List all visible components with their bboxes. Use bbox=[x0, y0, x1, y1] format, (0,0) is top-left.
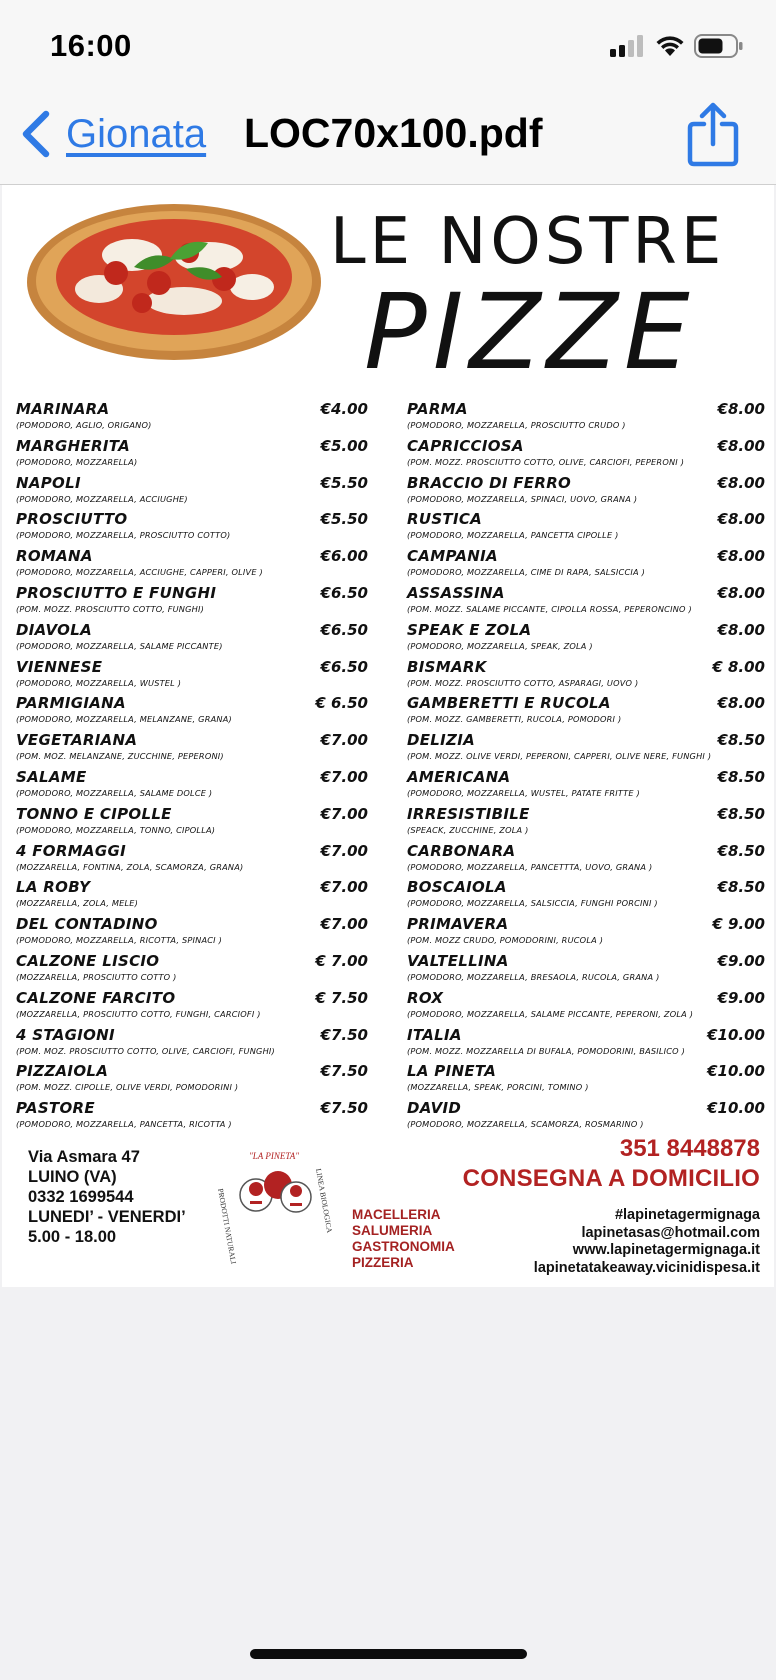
pizza-ingredients: (POM. MOZZ. PROSCIUTTO COTTO, ASPARAGI, UOVO ) bbox=[407, 677, 639, 688]
pizza-ingredients: (POMODORO, MOZZARELLA, WUSTEL ) bbox=[16, 677, 182, 688]
delivery-banner: CONSEGNA A DOMICILIO bbox=[462, 1165, 760, 1192]
share-icon bbox=[686, 100, 740, 168]
menu-item bbox=[407, 915, 765, 952]
pizza-ingredients: (POMODORO, MOZZARELLA, SCAMORZA, ROSMARINO ) bbox=[407, 1119, 644, 1130]
pizza-name: DEL CONTADINO bbox=[16, 915, 158, 934]
menu-item bbox=[16, 584, 368, 621]
opening-hours: 5.00 - 18.00 bbox=[28, 1228, 117, 1246]
menu-item bbox=[407, 805, 765, 842]
pizza-name: DAVID bbox=[407, 1099, 462, 1118]
pizza-name: PRIMAVERA bbox=[407, 915, 509, 934]
pizza-price: €4.00 bbox=[320, 400, 368, 418]
pizza-ingredients: (POMODORO, MOZZARELLA, MELANZANE, GRANA) bbox=[16, 714, 232, 725]
pizza-name: ASSASSINA bbox=[407, 583, 505, 602]
pizza-price: €7.00 bbox=[320, 841, 368, 860]
pizza-ingredients: (POMODORO, MOZZARELLA, PANCETTTA, UOVO, GRANA ) bbox=[407, 861, 653, 872]
menu-item bbox=[16, 510, 368, 547]
menu-item bbox=[16, 952, 368, 989]
menu-item bbox=[407, 768, 765, 805]
menu-item bbox=[16, 842, 368, 879]
menu-item bbox=[407, 878, 765, 915]
pdf-page bbox=[2, 185, 774, 1287]
pizza-price: €5.50 bbox=[320, 473, 368, 492]
pizza-ingredients: (MOZZARELLA, FONTINA, ZOLA, SCAMORZA, GRANA) bbox=[16, 861, 244, 872]
pizza-name: VIENNESE bbox=[16, 657, 103, 676]
hashtag: #lapinetagermignaga bbox=[614, 1207, 760, 1223]
pizza-price: €8.50 bbox=[717, 767, 765, 786]
pizza-name: RUSTICA bbox=[407, 510, 483, 529]
pizza-ingredients: (POMODORO, MOZZARELLA, SPEAK, ZOLA ) bbox=[407, 640, 593, 651]
pizza-ingredients: (POMODORO, MOZZARELLA, SALAME PICCANTE) bbox=[16, 640, 223, 651]
pizza-price: €7.00 bbox=[320, 804, 368, 823]
pizza-ingredients: (POMODORO, MOZZARELLA, CIME DI RAPA, SALSICCIA ) bbox=[407, 567, 645, 578]
shop-line: MACELLERIA bbox=[352, 1207, 441, 1222]
shop-categories bbox=[352, 1207, 455, 1271]
pizza-name: DELIZIA bbox=[407, 731, 476, 750]
opening-days: LUNEDI’ - VENERDI’ bbox=[28, 1208, 186, 1226]
pizza-name: MARGHERITA bbox=[16, 436, 131, 455]
navigation-bar bbox=[0, 96, 776, 185]
pizza-name: CARBONARA bbox=[407, 841, 516, 860]
pizza-name: BRACCIO DI FERRO bbox=[407, 473, 572, 492]
menu-item bbox=[407, 1062, 765, 1099]
pizza-ingredients: (POMODORO, MOZZARELLA, PANCETTA CIPOLLE ) bbox=[407, 530, 619, 541]
status-time: 16:00 bbox=[50, 28, 132, 63]
pizza-price: €8.50 bbox=[717, 804, 765, 823]
pizza-ingredients: (POM. MOZZ. MOZZARELLA DI BUFALA, POMODORINI, BASILICO ) bbox=[407, 1045, 686, 1056]
menu-title-bottom: PIZZE bbox=[364, 271, 696, 393]
pizza-price: €8.00 bbox=[717, 620, 765, 639]
menu-item bbox=[407, 437, 765, 474]
pizza-price: € 7.00 bbox=[315, 951, 368, 970]
menu-item bbox=[407, 731, 765, 768]
menu-item bbox=[407, 547, 765, 584]
logo-text-top: "LA PINETA" bbox=[249, 1151, 299, 1161]
pizza-price: €7.00 bbox=[320, 731, 368, 750]
menu-item bbox=[16, 621, 368, 658]
pizza-price: €7.00 bbox=[320, 915, 368, 934]
pizza-price: €7.50 bbox=[320, 1025, 368, 1044]
pizza-price: €9.00 bbox=[717, 951, 765, 970]
pizza-price: €8.50 bbox=[717, 878, 765, 897]
menu-item bbox=[16, 989, 368, 1026]
menu-column-left bbox=[16, 400, 368, 1136]
pizza-ingredients: (POM. MOZZ. PROSCIUTTO COTTO, OLIVE, CARCIOFI, PEPERONI ) bbox=[407, 456, 685, 467]
pizza-name: ITALIA bbox=[407, 1025, 462, 1044]
pizza-price: €8.00 bbox=[717, 473, 765, 492]
menu-item bbox=[16, 400, 368, 437]
mobile-phone: 351 8448878 bbox=[619, 1135, 760, 1162]
pizza-price: €8.50 bbox=[717, 731, 765, 750]
menu-item bbox=[16, 694, 368, 731]
store-address bbox=[28, 1147, 186, 1247]
pizza-name: ROMANA bbox=[16, 547, 93, 566]
pizza-price: €8.00 bbox=[717, 694, 765, 713]
menu-item bbox=[16, 805, 368, 842]
la-pineta-logo bbox=[212, 1145, 335, 1265]
pizza-name: CALZONE FARCITO bbox=[16, 988, 176, 1007]
menu-item bbox=[407, 1026, 765, 1063]
pizza-ingredients: (POMODORO, MOZZARELLA) bbox=[16, 456, 138, 467]
pizza-price: €7.00 bbox=[320, 767, 368, 786]
pizza-name: PROSCIUTTO bbox=[16, 510, 128, 529]
pizza-price: €6.50 bbox=[320, 583, 368, 602]
pizza-ingredients: (MOZZARELLA, PROSCIUTTO COTTO ) bbox=[16, 971, 177, 982]
document-title: LOC70x100.pdf bbox=[244, 110, 543, 156]
pizza-name: NAPOLI bbox=[16, 473, 81, 492]
menu-item bbox=[407, 952, 765, 989]
pizza-name: BOSCAIOLA bbox=[407, 878, 507, 897]
pizza-name: AMERICANA bbox=[407, 767, 511, 786]
menu-column-right bbox=[407, 400, 765, 1136]
pizza-ingredients: (POM. MOZZ CRUDO, POMODORINI, RUCOLA ) bbox=[407, 935, 604, 946]
contacts bbox=[534, 1207, 760, 1277]
landline-phone: 0332 1699544 bbox=[28, 1188, 134, 1206]
pizza-ingredients: (POM. MOZZ. SALAME PICCANTE, CIPOLLA ROSSA, PEPERONCINO ) bbox=[407, 603, 692, 614]
pizza-name: GAMBERETTI E RUCOLA bbox=[407, 694, 611, 713]
battery-icon bbox=[694, 34, 744, 58]
menu-item bbox=[407, 694, 765, 731]
pizza-ingredients: (POMODORO, MOZZARELLA, PROSCIUTTO CRUDO ) bbox=[407, 420, 626, 430]
pizza-price: €10.00 bbox=[707, 1099, 765, 1118]
address-city: LUINO (VA) bbox=[28, 1168, 117, 1186]
pizza-name: ROX bbox=[407, 988, 444, 1007]
pizza-price: €6.50 bbox=[320, 620, 368, 639]
menu-item bbox=[407, 1099, 765, 1136]
pizza-price: € 9.00 bbox=[712, 915, 765, 934]
pizza-ingredients: (POMODORO, MOZZARELLA, SALSICCIA, FUNGHI PORCINI ) bbox=[407, 898, 658, 909]
menu-item bbox=[407, 474, 765, 511]
menu-title-top: LE NOSTRE bbox=[330, 205, 726, 279]
back-button[interactable] bbox=[18, 106, 206, 162]
pizza-name: BISMARK bbox=[407, 657, 487, 676]
pizza-price: €8.00 bbox=[717, 583, 765, 602]
email: lapinetasas@hotmail.com bbox=[581, 1224, 760, 1241]
pizza-price: €5.50 bbox=[320, 510, 368, 529]
takeaway-website: lapinetatakeaway.vicinidispesa.it bbox=[533, 1259, 760, 1276]
menu-item bbox=[407, 989, 765, 1026]
pizza-price: €7.50 bbox=[320, 1062, 368, 1081]
menu-item bbox=[16, 1062, 368, 1099]
pizza-ingredients: (POMODORO, AGLIO, ORIGANO) bbox=[16, 420, 152, 430]
pizza-ingredients: (MOZZARELLA, SPEAK, PORCINI, TOMINO ) bbox=[407, 1082, 589, 1093]
menu-item bbox=[407, 584, 765, 621]
pizza-ingredients: (POMODORO, MOZZARELLA, WUSTEL, PATATE FRITTE ) bbox=[407, 787, 640, 798]
pizza-name: IRRESISTIBILE bbox=[407, 804, 530, 823]
pizza-name: VALTELLINA bbox=[407, 951, 509, 970]
menu-item bbox=[16, 1099, 368, 1136]
pizza-ingredients: (POM. MOZZ. OLIVE VERDI, PEPERONI, CAPPERI, OLIVE NERE, FUNGHI ) bbox=[407, 751, 712, 762]
pizza-price: €8.00 bbox=[717, 510, 765, 529]
pizza-name: SPEAK E ZOLA bbox=[407, 620, 532, 639]
pizza-price: €5.00 bbox=[320, 436, 368, 455]
pizza-price: €8.00 bbox=[717, 547, 765, 566]
pizza-ingredients: (POMODORO, MOZZARELLA, ACCIUGHE, CAPPERI, OLIVE ) bbox=[16, 567, 263, 578]
menu-item bbox=[16, 915, 368, 952]
menu-item bbox=[16, 658, 368, 695]
status-bar bbox=[0, 0, 776, 96]
pizza-ingredients: (POMODORO, MOZZARELLA, TONNO, CIPOLLA) bbox=[16, 824, 216, 835]
menu-item bbox=[16, 437, 368, 474]
pizza-ingredients: (MOZZARELLA, PROSCIUTTO COTTO, FUNGHI, CARCIOFI ) bbox=[16, 1008, 261, 1019]
website: www.lapinetagermignaga.it bbox=[572, 1242, 760, 1258]
pizza-price: € 7.50 bbox=[315, 988, 368, 1007]
pizza-price: €10.00 bbox=[707, 1025, 765, 1044]
logo-text-right: LINEA BIOLOGICA bbox=[314, 1167, 335, 1234]
pizza-price: € 6.50 bbox=[315, 694, 368, 713]
shop-line: PIZZERIA bbox=[352, 1255, 414, 1270]
pizza-ingredients: (POMODORO, MOZZARELLA, BRESAOLA, RUCOLA, GRANA ) bbox=[407, 971, 660, 982]
pizza-name: PASTORE bbox=[16, 1099, 95, 1118]
wifi-icon bbox=[655, 35, 685, 57]
pizza-price: €10.00 bbox=[707, 1062, 765, 1081]
pizza-ingredients: (POM. MOZ. MELANZANE, ZUCCHINE, PEPERONI) bbox=[16, 751, 224, 762]
pizza-ingredients: (POMODORO, MOZZARELLA, PROSCIUTTO COTTO) bbox=[16, 530, 231, 541]
pizza-ingredients: (POM. MOZZ. CIPOLLE, OLIVE VERDI, POMODORINI ) bbox=[16, 1082, 239, 1093]
back-label: Gionata bbox=[66, 111, 207, 156]
pizza-price: €8.50 bbox=[717, 841, 765, 860]
chevron-left-icon bbox=[18, 106, 52, 162]
pizza-name: PIZZAIOLA bbox=[16, 1062, 109, 1081]
pizza-name: MARINARA bbox=[16, 400, 110, 418]
pizza-name: CAPRICCIOSA bbox=[407, 436, 524, 455]
pizza-ingredients: (POMODORO, MOZZARELLA, SALAME DOLCE ) bbox=[16, 787, 213, 798]
pizza-name: CAMPANIA bbox=[407, 547, 498, 566]
shop-line: SALUMERIA bbox=[352, 1223, 433, 1238]
pizza-name: LA ROBY bbox=[16, 878, 91, 897]
pizza-name: DIAVOLA bbox=[16, 620, 92, 639]
pizza-price: €9.00 bbox=[717, 988, 765, 1007]
menu-item bbox=[16, 1026, 368, 1063]
shop-line: GASTRONOMIA bbox=[352, 1239, 455, 1254]
pizza-ingredients: (POM. MOZ. PROSCIUTTO COTTO, OLIVE, CARCIOFI, FUNGHI) bbox=[16, 1045, 275, 1056]
menu-item bbox=[16, 731, 368, 768]
menu-item bbox=[16, 474, 368, 511]
pizza-ingredients: (POMODORO, MOZZARELLA, PANCETTA, RICOTTA ) bbox=[16, 1119, 232, 1130]
menu-item bbox=[16, 547, 368, 584]
pizza-ingredients: (MOZZARELLA, ZOLA, MELE) bbox=[16, 898, 139, 909]
pizza-ingredients: (POMODORO, MOZZARELLA, ACCIUGHE) bbox=[16, 493, 188, 504]
menu-item bbox=[407, 842, 765, 879]
menu-item bbox=[407, 621, 765, 658]
pizza-name: LA PINETA bbox=[407, 1062, 497, 1081]
menu-item bbox=[16, 768, 368, 805]
pizza-name: 4 FORMAGGI bbox=[16, 841, 126, 860]
pizza-ingredients: (POM. MOZZ. GAMBERETTI, RUCOLA, POMODORI ) bbox=[407, 714, 622, 725]
pizza-price: €8.00 bbox=[717, 400, 765, 418]
pizza-price: €7.50 bbox=[320, 1099, 368, 1118]
address-street: Via Asmara 47 bbox=[28, 1148, 140, 1166]
pizza-price: €6.00 bbox=[320, 547, 368, 566]
pizza-name: PROSCIUTTO E FUNGHI bbox=[16, 583, 217, 602]
pizza-name: TONNO E CIPOLLE bbox=[16, 804, 172, 823]
pizza-ingredients: (POMODORO, MOZZARELLA, RICOTTA, SPINACI ) bbox=[16, 935, 222, 946]
pizza-name: PARMA bbox=[407, 400, 468, 418]
home-indicator[interactable] bbox=[250, 1649, 527, 1659]
pizza-price: € 8.00 bbox=[712, 657, 765, 676]
menu-item bbox=[407, 400, 765, 437]
pizza-name: SALAME bbox=[16, 767, 87, 786]
pizza-price: €7.00 bbox=[320, 878, 368, 897]
pizza-ingredients: (POMODORO, MOZZARELLA, SPINACI, UOVO, GRANA ) bbox=[407, 493, 638, 504]
pizza-name: VEGETARIANA bbox=[16, 731, 138, 750]
pizza-name: CALZONE LISCIO bbox=[16, 951, 160, 970]
pizza-ingredients: (SPEACK, ZUCCHINE, ZOLA ) bbox=[407, 824, 529, 835]
pizza-name: PARMIGIANA bbox=[16, 694, 126, 713]
menu-item bbox=[407, 510, 765, 547]
system-icons bbox=[610, 34, 744, 58]
cellular-signal-icon bbox=[610, 35, 646, 57]
menu-item bbox=[407, 658, 765, 695]
pizza-name: 4 STAGIONI bbox=[16, 1025, 115, 1044]
pizza-ingredients: (POMODORO, MOZZARELLA, SALAME PICCANTE, PEPERONI, ZOLA ) bbox=[407, 1008, 694, 1019]
pizza-price: €6.50 bbox=[320, 657, 368, 676]
pizza-ingredients: (POM. MOZZ. PROSCIUTTO COTTO, FUNGHI) bbox=[16, 603, 205, 614]
pizza-image bbox=[24, 197, 324, 367]
logo-text-left: PRODOTTI NATURALI bbox=[216, 1187, 239, 1265]
pizza-price: €8.00 bbox=[717, 436, 765, 455]
share-button[interactable] bbox=[686, 100, 740, 173]
menu-item bbox=[16, 878, 368, 915]
